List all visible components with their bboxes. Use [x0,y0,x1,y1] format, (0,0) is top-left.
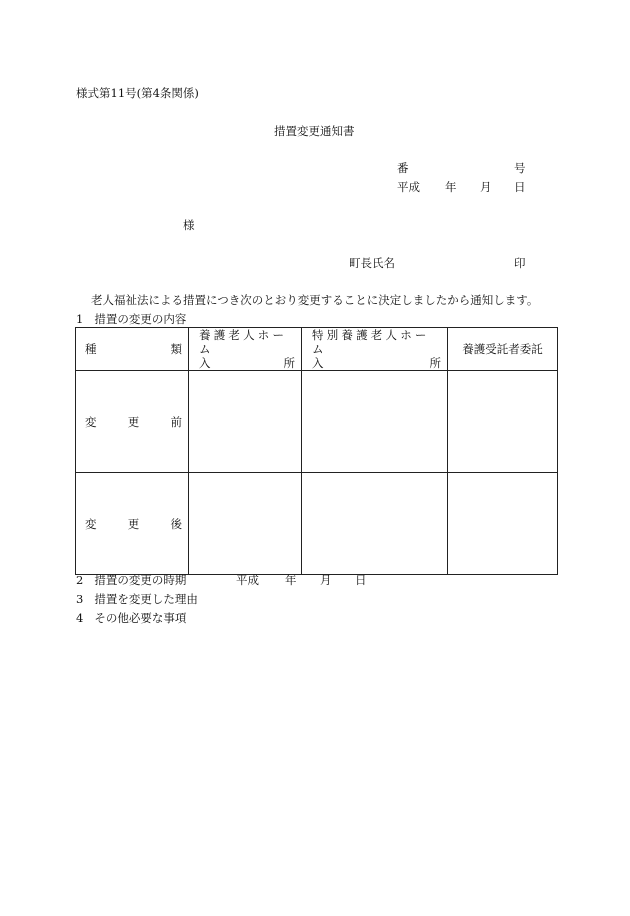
header-special-nursing-home [302,328,448,371]
section-number: 1 [76,312,84,326]
section-4 [76,611,186,625]
section-number: 4 [76,611,84,625]
header-nursing-home-enter: 入 [199,356,211,370]
table-row [76,371,558,473]
document-title: 措置変更通知書 [274,124,355,138]
header-kind-char: 種 [85,342,97,356]
section-label: 措置の変更の内容 [94,312,187,326]
header-kind-char: 類 [170,342,182,356]
section-1 [76,312,186,326]
row-label-char: 変 [85,516,97,531]
change-date-year: 年 [285,573,297,587]
issuer-name-label: 町長氏名 [349,256,395,270]
table-header-row [76,328,558,371]
date-month: 月 [480,180,492,194]
cell-before-foster-care[interactable] [448,371,558,473]
cell-after-special-nursing-home[interactable] [302,473,448,575]
section-label: その他必要な事項 [94,611,187,625]
header-special-nursing-home-enter: 入 [312,356,324,370]
date-day: 日 [514,180,526,194]
change-table [75,327,558,575]
section-3 [76,592,198,606]
section-2 [76,573,186,587]
cell-after-foster-care[interactable] [448,473,558,575]
row-label-after [76,473,189,575]
section-label: 措置の変更の時期 [94,573,187,587]
header-nursing-home-place: 所 [283,356,295,370]
row-label-char: 後 [170,516,182,531]
change-date-day: 日 [355,573,367,587]
addressee-suffix: 様 [183,218,195,232]
cell-before-nursing-home[interactable] [189,371,302,473]
header-nursing-home [189,328,302,371]
seal-mark: 印 [514,256,526,270]
header-special-nursing-home-line1: 特別養護老人ホーム [312,328,430,356]
section-label: 措置を変更した理由 [94,592,198,606]
change-date-month: 月 [320,573,332,587]
row-label-char: 変 [85,414,97,429]
header-nursing-home-line1: 養護老人ホーム [199,328,288,356]
form-number: 様式第11号(第4条関係) [76,86,199,100]
body-text: 老人福祉法による措置につき次のとおり変更することに決定しましたから通知します。 [91,293,539,307]
change-date-era: 平成 [236,573,259,587]
header-foster-care: 養護受託者委託 [448,328,558,371]
cell-after-nursing-home[interactable] [189,473,302,575]
date-era: 平成 [397,180,420,194]
section-number: 3 [76,592,84,606]
row-label-char: 更 [127,516,140,531]
section-number: 2 [76,573,84,587]
cell-before-special-nursing-home[interactable] [302,371,448,473]
row-label-char: 更 [127,414,140,429]
number-suffix: 号 [514,161,526,175]
header-kind [76,328,189,371]
row-label-char: 前 [170,414,182,429]
row-label-before [76,371,189,473]
date-year: 年 [445,180,457,194]
header-special-nursing-home-place: 所 [429,356,441,370]
table-row [76,473,558,575]
number-label: 番 [397,161,409,175]
